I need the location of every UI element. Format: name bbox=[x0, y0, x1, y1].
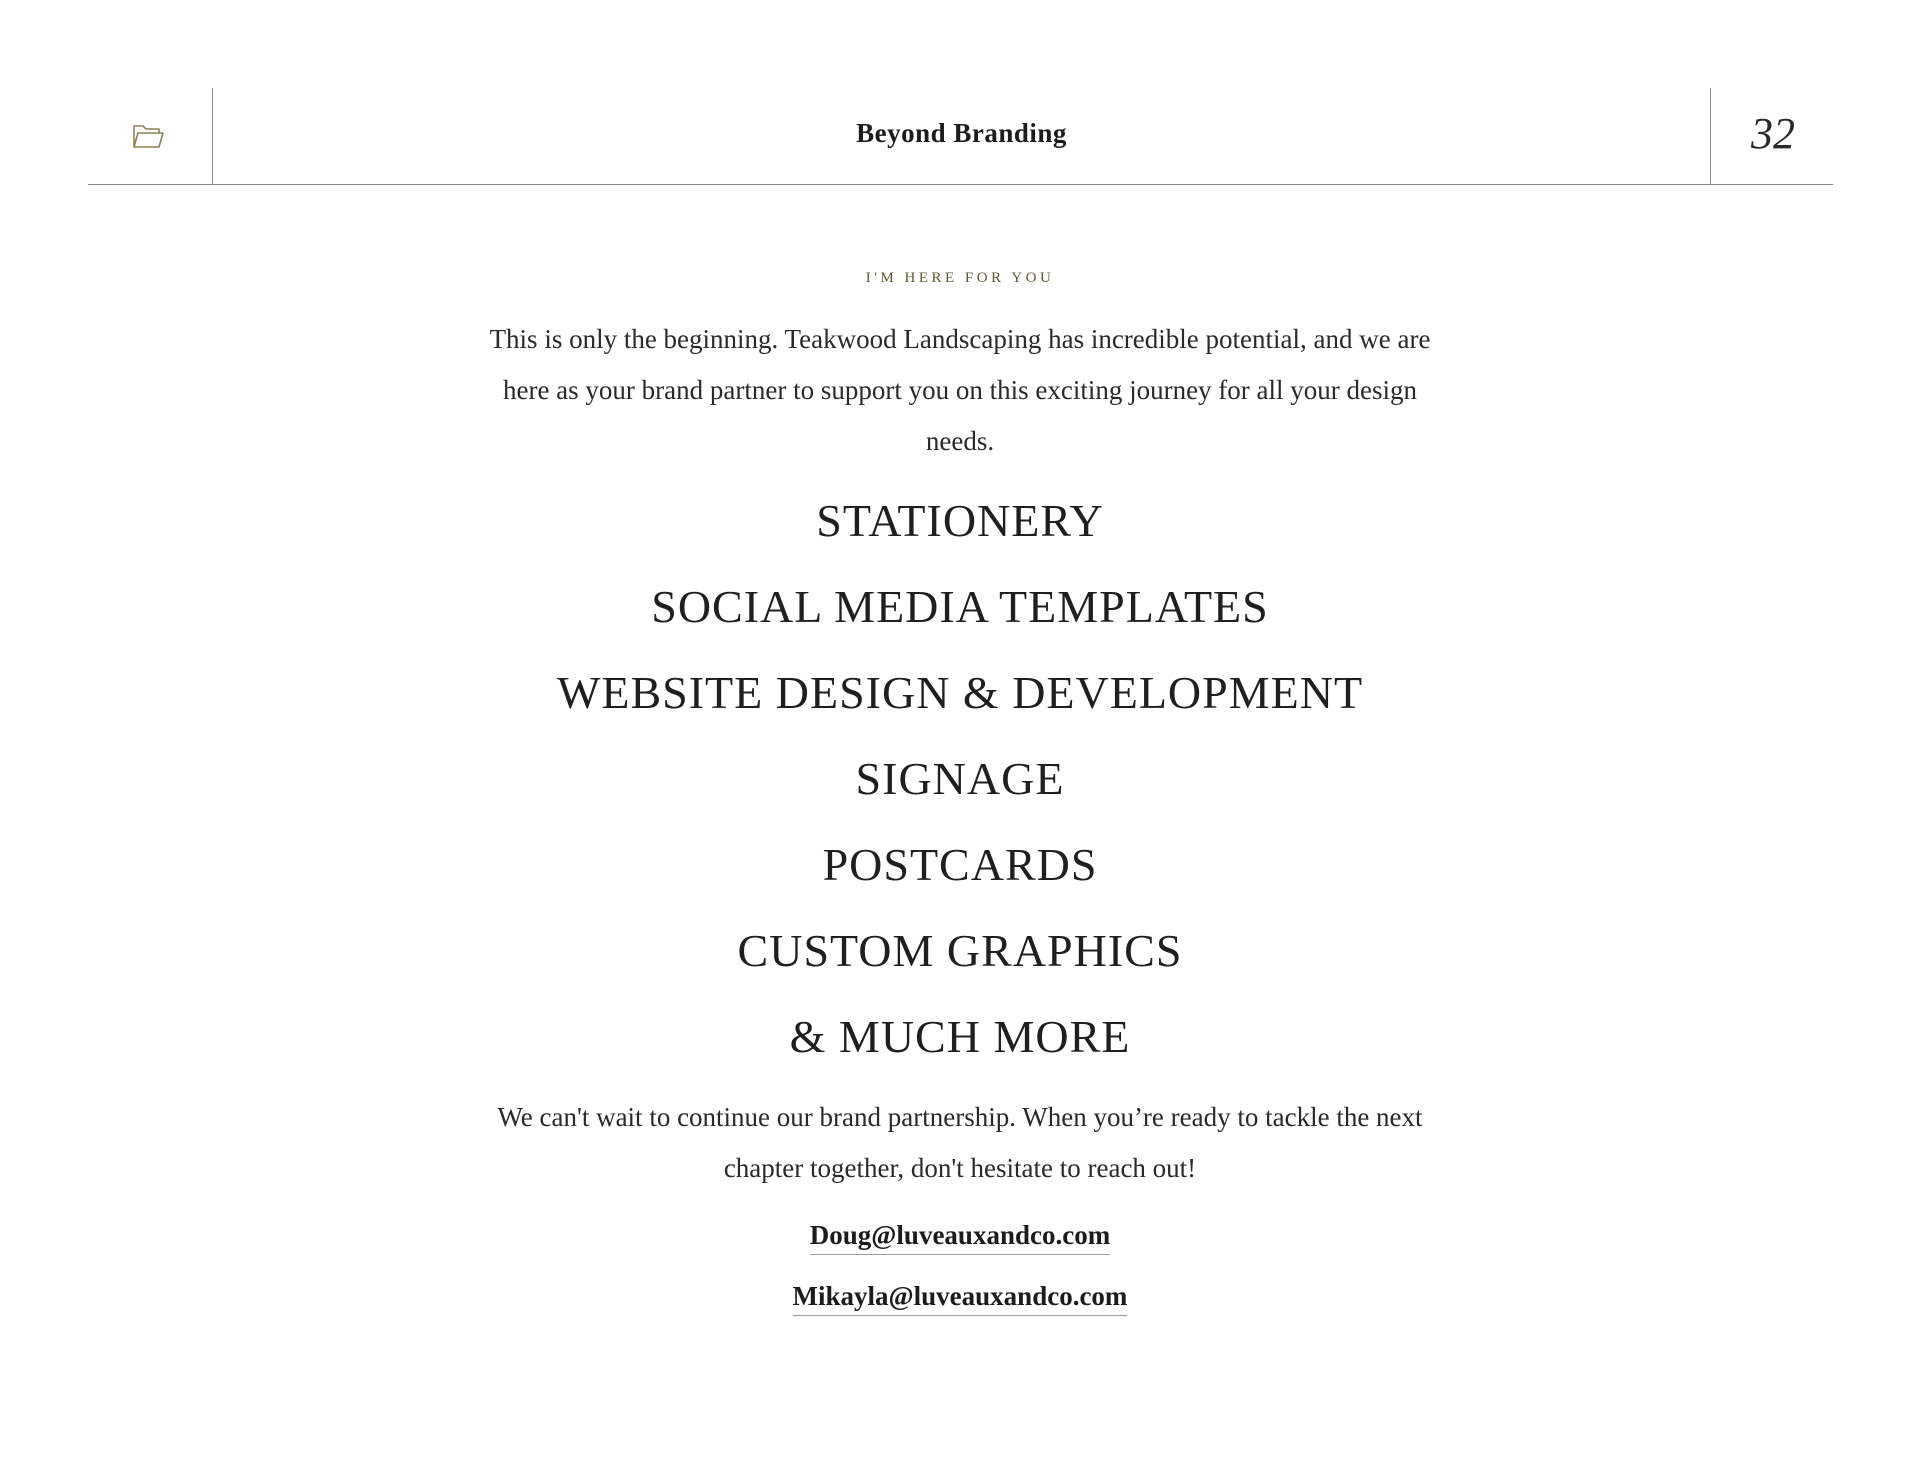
email-link-doug[interactable]: Doug@luveauxandco.com bbox=[810, 1218, 1110, 1255]
intro-paragraph: This is only the beginning. Teakwood Landscaping has incredible potential, and we are here as your brand partner to support you on this exciting journey for all your design needs. bbox=[489, 324, 1431, 456]
email-link-mikayla[interactable]: Mikayla@luveauxandco.com bbox=[793, 1279, 1128, 1316]
page-number: 32 bbox=[1751, 109, 1795, 158]
services-list bbox=[0, 490, 1920, 1092]
service-item: STATIONERY bbox=[816, 495, 1104, 546]
header-icon-cell bbox=[88, 88, 213, 184]
page-header bbox=[88, 88, 1833, 185]
outro-paragraph: We can't wait to continue our brand partnership. When you’re ready to tackle the next chapter together, don't hesitate to reach out! bbox=[497, 1102, 1423, 1183]
header-title: Beyond Branding bbox=[856, 118, 1067, 148]
contact-emails bbox=[0, 1218, 1920, 1340]
service-item: SIGNAGE bbox=[855, 753, 1065, 804]
service-item: WEBSITE DESIGN & DEVELOPMENT bbox=[556, 667, 1364, 718]
section-eyebrow: I'M HERE FOR YOU bbox=[865, 270, 1055, 286]
service-item: & MUCH MORE bbox=[789, 1011, 1131, 1062]
service-item: SOCIAL MEDIA TEMPLATES bbox=[651, 581, 1269, 632]
page-number-cell bbox=[1710, 88, 1833, 184]
service-item: CUSTOM GRAPHICS bbox=[737, 925, 1183, 976]
folder-icon bbox=[132, 122, 164, 150]
service-item: POSTCARDS bbox=[822, 839, 1098, 890]
